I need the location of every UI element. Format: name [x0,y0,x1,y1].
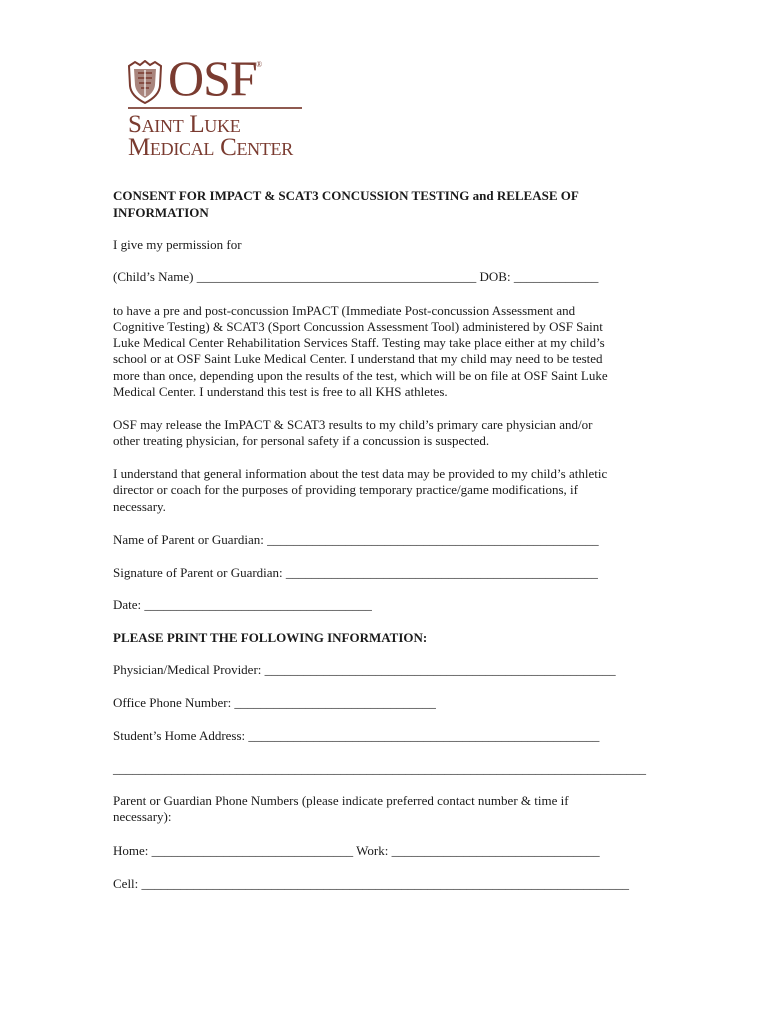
info-paragraph-line: director or coach for the purposes of providing temporary practice/game modifications, if [113,482,578,497]
parent-signature-field[interactable]: Signature of Parent or Guardian: ________________________________________________ [113,565,598,580]
permission-text: I give my permission for [113,237,242,252]
consent-paragraph-line: Cognitive Testing) & SCAT3 (Sport Concussion Assessment Tool) administered by OSF Saint [113,319,603,334]
home-address-line2-field[interactable]: __________________________________________________________________________________ [113,761,646,776]
office-phone-field[interactable]: Office Phone Number: _______________________________ [113,695,436,710]
release-paragraph-line: OSF may release the ImPACT & SCAT3 results to my child’s primary care physician and/or [113,417,593,432]
home-address-field[interactable]: Student’s Home Address: ______________________________________________________ [113,728,600,743]
info-paragraph-line: necessary. [113,499,166,514]
crest-icon [126,60,164,104]
osf-logo [126,50,306,161]
form-title-line1: CONSENT FOR IMPACT & SCAT3 CONCUSSION TESTING and RELEASE OF [113,188,579,203]
home-work-phone-field[interactable]: Home: _______________________________ Work: ________________________________ [113,843,600,858]
cell-phone-field[interactable]: Cell: ___________________________________________________________________________ [113,876,630,891]
logo-line-medical-center: Medical Center [128,134,293,161]
phone-numbers-label-line: Parent or Guardian Phone Numbers (please indicate preferred contact number & time if [113,793,569,808]
release-paragraph-line: other treating physician, for personal safety if a concussion is suspected. [113,433,490,448]
physician-field[interactable]: Physician/Medical Provider: ______________________________________________________ [113,662,616,677]
logo-divider [128,107,302,109]
logo-line-saint-luke: Saint Luke [128,111,241,138]
consent-paragraph-line: to have a pre and post-concussion ImPACT (Immediate Post-concussion Assessment and [113,303,576,318]
logo-registered-mark: ® [256,60,263,69]
consent-paragraph-line: school or at OSF Saint Luke Medical Center. I understand that my child may need to be tested [113,351,603,366]
form-title-line2: INFORMATION [113,205,209,220]
print-info-heading: PLEASE PRINT THE FOLLOWING INFORMATION: [113,630,428,645]
consent-paragraph-line: Medical Center. I understand this test is free to all KHS athletes. [113,384,448,399]
child-name-dob-field[interactable]: (Child’s Name) ___________________________________________ DOB: _____________ [113,269,599,284]
logo-brand: OSF [168,50,257,106]
consent-paragraph-line: Luke Medical Center Rehabilitation Services Staff. Testing may take place either at my child’s [113,335,605,350]
date-field[interactable]: Date: ___________________________________ [113,597,372,612]
phone-numbers-label-line: necessary): [113,809,172,824]
parent-name-field[interactable]: Name of Parent or Guardian: ___________________________________________________ [113,532,599,547]
info-paragraph-line: I understand that general information about the test data may be provided to my child’s athletic [113,466,608,481]
consent-paragraph-line: more than once, depending upon the results of the test, which will be on file at OSF Saint Luke [113,368,608,383]
